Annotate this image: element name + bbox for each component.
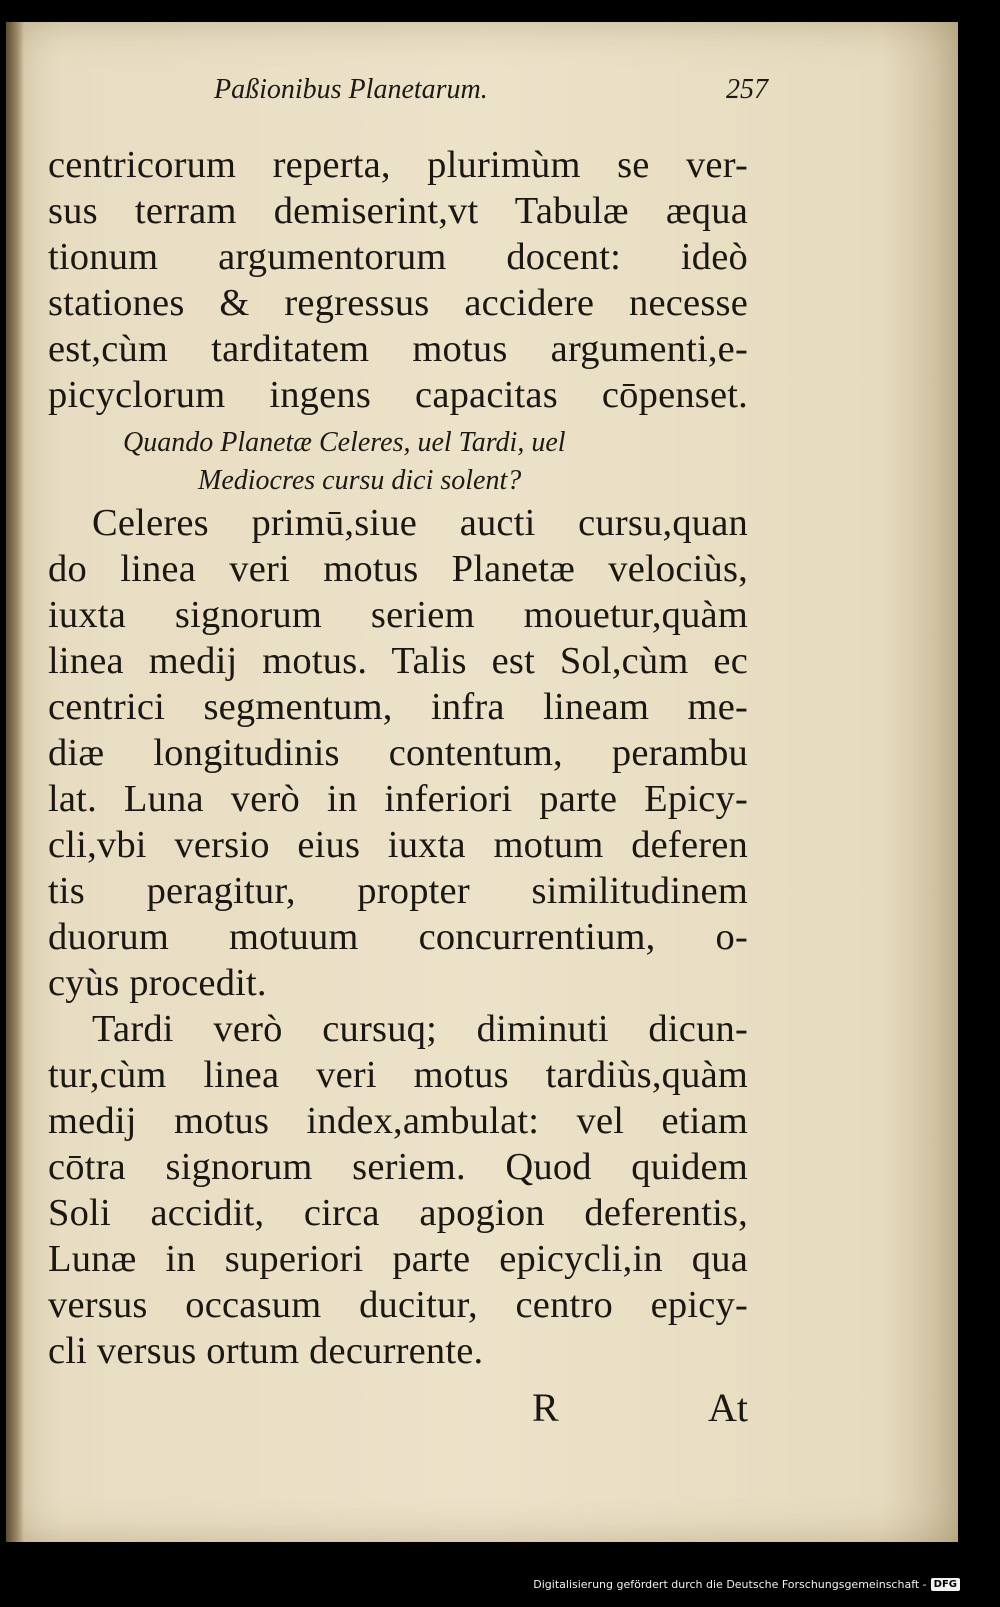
text-line: Soli accidit, circa apogion deferentis,	[48, 1192, 748, 1234]
catchline	[48, 1384, 748, 1434]
body-text	[48, 142, 748, 1374]
heading-line: Quando Planetæ Celeres, uel Tardi, uel	[123, 427, 566, 458]
text-line: iuxta signorum seriem mouetur,quàm	[48, 594, 748, 636]
text-line: Lunæ in superiori parte epicycli,in qua	[48, 1238, 748, 1280]
text-line: tur,cùm linea veri motus tardiùs,quàm	[48, 1054, 748, 1096]
text-line: cōtra signorum seriem. Quod quidem	[48, 1146, 748, 1188]
text-line: cyùs procedit.	[48, 962, 267, 1004]
text-line: tis peragitur, propter similitudinem	[48, 870, 748, 912]
text-line: cli,vbi versio eius iuxta motum deferen	[48, 824, 748, 866]
paragraph-1	[48, 142, 748, 418]
text-line: do linea veri motus Planetæ velociùs,	[48, 548, 748, 590]
section-heading	[48, 424, 748, 500]
running-header	[214, 74, 768, 114]
catchword: At	[708, 1385, 748, 1430]
text-line: duorum motuum concurrentium, o-	[48, 916, 748, 958]
running-title: Paßionibus Planetarum.	[214, 74, 488, 105]
credit-text: Digitalisierung gefördert durch die Deutsche Forschungsgemeinschaft -	[533, 1577, 927, 1591]
signature-mark: R	[532, 1385, 559, 1430]
book-page	[6, 22, 958, 1542]
paragraph-3	[48, 1006, 748, 1374]
dfg-logo: DFG	[931, 1578, 960, 1591]
heading-line: Mediocres cursu dici solent?	[198, 465, 522, 496]
text-line: centricorum reperta, plurimùm se ver-	[48, 144, 748, 186]
digitization-credit	[533, 1569, 960, 1599]
page-spine-shadow	[6, 22, 24, 1542]
text-line: picyclorum ingens capacitas cōpenset.	[48, 374, 748, 416]
text-line: versus occasum ducitur, centro epicy-	[48, 1284, 748, 1326]
text-line: sus terram demiserint,vt Tabulæ æqua	[48, 190, 748, 232]
text-line: linea medij motus. Talis est Sol,cùm ec	[48, 640, 748, 682]
text-line: est,cùm tarditatem motus argumenti,e-	[48, 328, 748, 370]
text-line: diæ longitudinis contentum, perambu	[48, 732, 748, 774]
text-line: Tardi verò cursuq; diminuti dicun-	[92, 1008, 748, 1050]
text-line: medij motus index,ambulat: vel etiam	[48, 1100, 748, 1142]
paragraph-2	[48, 500, 748, 1006]
text-line: Celeres primū,siue aucti cursu,quan	[92, 502, 748, 544]
text-line: tionum argumentorum docent: ideò	[48, 236, 748, 278]
page-number: 257	[726, 74, 768, 105]
text-line: centrici segmentum, infra lineam me-	[48, 686, 748, 728]
text-line: cli versus ortum decurrente.	[48, 1330, 484, 1372]
text-line: stationes & regressus accidere necesse	[48, 282, 748, 324]
text-line: lat. Luna verò in inferiori parte Epicy-	[48, 778, 748, 820]
